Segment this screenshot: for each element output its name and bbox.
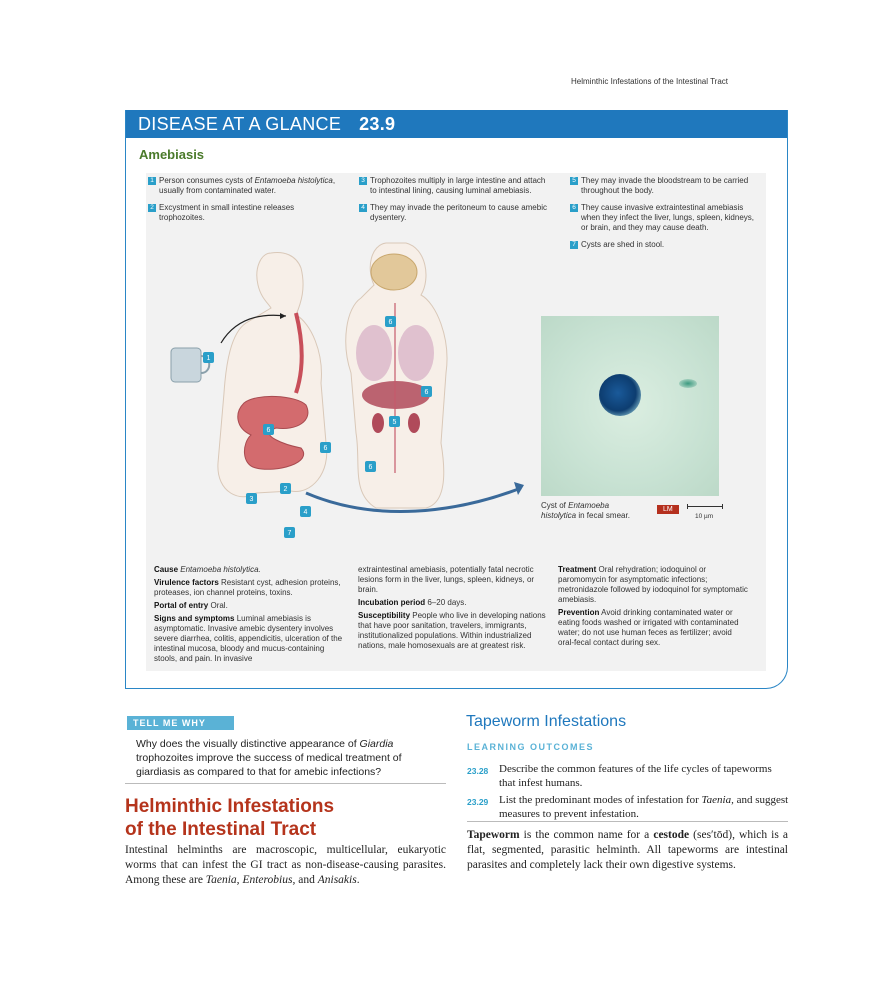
divider (467, 821, 788, 822)
marker-label: 6 (368, 464, 373, 471)
micrograph-caption: Cyst of Entamoeba histolytica in fecal smear. (541, 501, 630, 520)
marker-label: 3 (249, 496, 254, 503)
marker-label: 4 (303, 509, 308, 516)
marker-label: 1 (206, 355, 211, 362)
disease-at-a-glance-box (125, 110, 788, 689)
tell-me-why-question: Why does the visually distinctive appearance of Giardia trophozoites improve the success of medical treatment of giardiasis as compared to that for amebic infections? (136, 738, 402, 778)
step-badge: 1 (148, 177, 156, 185)
learning-outcomes-list (467, 762, 789, 824)
tell-me-why-badge: TELL ME WHY (127, 716, 234, 730)
section-heading-tapeworm: Tapeworm Infestations (466, 713, 627, 730)
learning-outcome-item: 23.29 List the predominant modes of infestation for Taenia, and suggest measures to prevent infestation. (467, 794, 789, 820)
step-item: 7 Cysts are shed in stool. (570, 240, 762, 250)
running-head: Helminthic Infestations of the Intestinal Tract (571, 77, 728, 86)
helminth-body-text: Intestinal helminths are macroscopic, multicellular, eukaryotic worms that can infest the GI tract as non-disease-causing parasites. Among these are Taenia, Enterobius, and Anisakis. (125, 844, 446, 886)
learning-outcomes-title: LEARNING OUTCOMES (467, 742, 595, 752)
facts-column-3: Treatment Oral rehydration; iodoquinol or paromomycin for asymptomatic infections; metronidazole followed by iodoquinol for symptomatic amebiasis. Prevention Avoid drinking contaminated water or eating foods washed or irrigated with contaminated water; do not use human feces as fertilizer; avoid oral-fecal contact during sex. (558, 565, 748, 647)
step-item: 3 Trophozoites multiply in large intestine and attach to intestinal lining, causing luminal amebiasis. (359, 176, 549, 196)
step-item: 5 They may invade the bloodstream to be carried throughout the body. (570, 176, 762, 196)
lm-badge: LM (657, 505, 679, 514)
step-item: 4 They may invade the peritoneum to cause amebic dysentery. (359, 203, 549, 223)
step-badge: 3 (359, 177, 367, 185)
scale-bar (687, 504, 723, 509)
step-badge: 7 (570, 241, 578, 249)
marker-label: 6 (266, 427, 271, 434)
marker-label: 5 (392, 419, 397, 426)
tapeworm-body-text: Tapeworm is the common name for a cestode (ses′tōd), which is a flat, segmented, parasitic helminth. All tapeworms are intestinal parasites and completely lack their own digestive systems. (467, 829, 788, 871)
step-item: 1 Person consumes cysts of Entamoeba histolytica, usually from contaminated water. (148, 176, 338, 196)
facts-column-1: Cause Entamoeba histolytica. Virulence factors Resistant cyst, adhesion proteins, proteases, ion channel proteins, toxins. Portal of entry Oral. Signs and symptoms Luminal amebiasis is asymptomatic. Invasive amebic dysentery involves severe diarrhea, colitis, appendicitis, ulceration of the intestinal mucosa, bloody and mucus-containing stools, and pain. In invasive (154, 565, 343, 663)
marker-label: 6 (323, 445, 328, 452)
step-item: 6 They cause invasive extraintestinal amebiasis when they infect the liver, lungs, spleen, kidneys, or brain, and they may cause death. (570, 203, 762, 233)
disease-title: Amebiasis (139, 147, 205, 162)
step-badge: 6 (570, 204, 578, 212)
micrograph-image (541, 316, 719, 496)
marker-label: 6 (388, 319, 393, 326)
marker-label: 2 (283, 486, 288, 493)
learning-outcome-item: 23.28 Describe the common features of the life cycles of tapeworms that infest humans. (467, 763, 772, 789)
step-badge: 4 (359, 204, 367, 212)
step-item: 2 Excystment in small intestine releases trophozoites. (148, 203, 338, 223)
cyst-image (599, 374, 641, 416)
marker-label: 6 (424, 389, 429, 396)
divider (125, 783, 446, 784)
banner-number: 23.9 (359, 113, 396, 134)
marker-label: 7 (287, 530, 292, 537)
scale-label: 10 µm (695, 513, 714, 520)
banner-label: DISEASE AT A GLANCE (138, 113, 342, 134)
step-badge: 2 (148, 204, 156, 212)
step-badge: 5 (570, 177, 578, 185)
disease-banner (126, 110, 787, 138)
disease-panel (146, 173, 766, 671)
section-heading-helminthic: Helminthic Infestations of the Intestinal Tract (125, 796, 335, 840)
facts-column-2: extraintestinal amebiasis, potentially fatal necrotic lesions form in the liver, lungs, spleen, kidneys, or brain. Incubation period 6–20 days. Susceptibility People who live in developing nations that have poor sanitation, travelers, immigrants, institutionalized populations. Within industrialized nations, male homosexuals are at greatest risk. (358, 565, 546, 650)
